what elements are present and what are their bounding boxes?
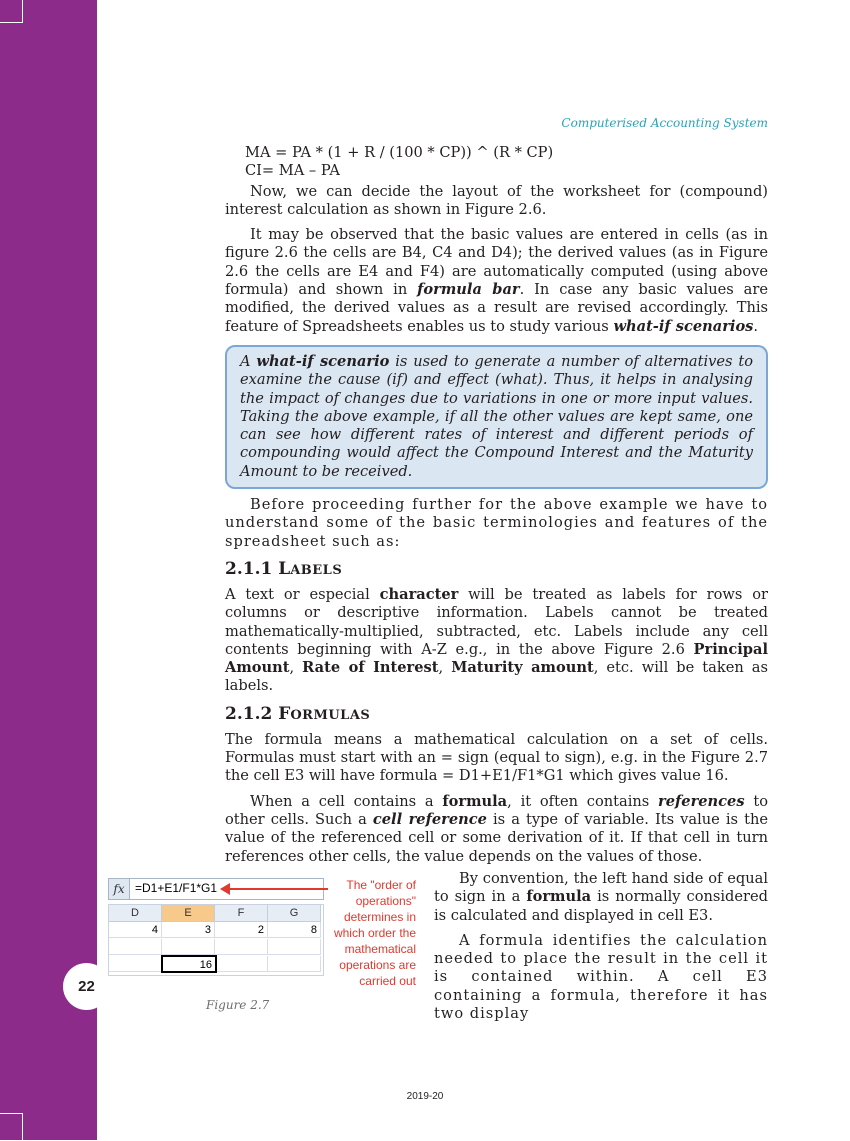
main-text <box>225 144 768 866</box>
spreadsheet-grid <box>108 904 324 976</box>
crop-mark-top <box>0 0 23 23</box>
paragraph-formula-display: A formula identifies the calculation needed to place the result in the cell it is contained within. A cell E3 containing a formula, therefore it has two display <box>434 931 768 1023</box>
arrow-left-icon <box>220 883 230 895</box>
figure-caption: Figure 2.7 <box>206 998 270 1012</box>
page-number: 22 <box>63 963 110 1010</box>
column-header-f: F <box>215 905 268 922</box>
column-header-d: D <box>109 905 162 922</box>
cell-g2 <box>268 939 321 955</box>
cell-g3 <box>268 956 321 972</box>
what-if-callout-box: A what-if scenario is used to generate a number of alternatives to examine the cause (if) and effect (what). Thus, it helps in analysing the impact of changes due to variations in one or more input values. Taking the above example, if all the other values are kept same, one can see how different rates of interest and different periods of compounding would affect the Compound Interest and the Maturity Amount to be received. <box>225 345 768 489</box>
term-what-if: what-if scenarios <box>613 317 754 335</box>
formula-ma: MA = PA * (1 + R / (100 * CP)) ^ (R * CP) <box>245 144 554 161</box>
arrow-line <box>228 888 328 890</box>
section-heading-formulas: 2.1.2 FORMULAS <box>225 703 371 724</box>
paragraph-basic-values: It may be observed that the basic values are entered in cells (as in figure 2.6 the cells are B4, C4 and D4); the derived values (as in Figure 2.6 the cells are E4 and F4) are automatically computed (using above formula) and shown in formula bar. In case any basic values are modified, the derived values as a result are revised accordingly. This feature of Spreadsheets enables us to study various what-if scenarios. <box>225 226 768 335</box>
cell-e2 <box>162 939 215 955</box>
paragraph-terminology: Before proceeding further for the above example we have to understand some of the basic terminologies and features of the spreadsheet such as: <box>225 496 768 550</box>
paragraph-layout: Now, we can decide the layout of the worksheet for (compound) interest calculation as shown in Figure 2.6. <box>225 182 768 218</box>
cell-e1: 3 <box>162 922 215 938</box>
paragraph-convention: By convention, the left hand side of equal to sign in a formula is normally considered is calculated and displayed in cell E3. <box>434 870 768 924</box>
formula-bar-text: =D1+E1/F1*G1 <box>135 881 218 895</box>
order-of-operations-note: The "order of operations" determines in which order the mathematical operations are carried out <box>333 878 416 988</box>
cell-e3-result: 16 <box>161 955 217 973</box>
cell-d3 <box>109 956 162 972</box>
footer-year: 2019-20 <box>406 1091 444 1102</box>
cell-d2 <box>109 939 162 955</box>
running-header: Computerised Accounting System <box>561 116 768 130</box>
paragraph-formula-definition: The formula means a mathematical calculation on a set of cells. Formulas must start with an = sign (equal to sign), e.g. in the Figure 2.7 the cell E3 will have formula = D1+E1/F1*G1 which gives value 16. <box>225 730 768 785</box>
column-header-e: E <box>162 905 215 922</box>
paragraph-cell-references: When a cell contains a formula, it often contains references to other cells. Such a cell reference is a type of variable. Its value is the value of the referenced cell or some derivation of it. If that cell in turn references other cells, the value depends on the values of those. <box>225 792 768 865</box>
figure-2-7-spreadsheet <box>108 874 420 996</box>
column-header-g: G <box>268 905 321 922</box>
section-heading-labels: 2.1.1 LABELS <box>225 558 343 579</box>
formula-ci: CI= MA – PA <box>245 162 340 180</box>
side-text-column <box>434 870 768 1023</box>
crop-mark-bottom <box>0 1113 23 1141</box>
paragraph-labels: A text or especial character will be treated as labels for rows or columns or descriptive information. Labels cannot be treated mathematically-multiplied, subtracted, etc. Labels include any cell contents beginning with A-Z e.g., in the above Figure 2.6 Principal Amount, Rate of Interest, Maturity amount, etc. will be taken as labels. <box>225 585 768 695</box>
cell-f3 <box>217 956 268 972</box>
term-formula-bar: formula bar <box>417 281 520 299</box>
cell-f2 <box>215 939 268 955</box>
callout-term: what-if scenario <box>256 352 390 370</box>
cell-g1: 8 <box>268 922 321 938</box>
function-icon: fx <box>109 879 130 899</box>
cell-d1: 4 <box>109 922 162 938</box>
cell-f1: 2 <box>215 922 268 938</box>
